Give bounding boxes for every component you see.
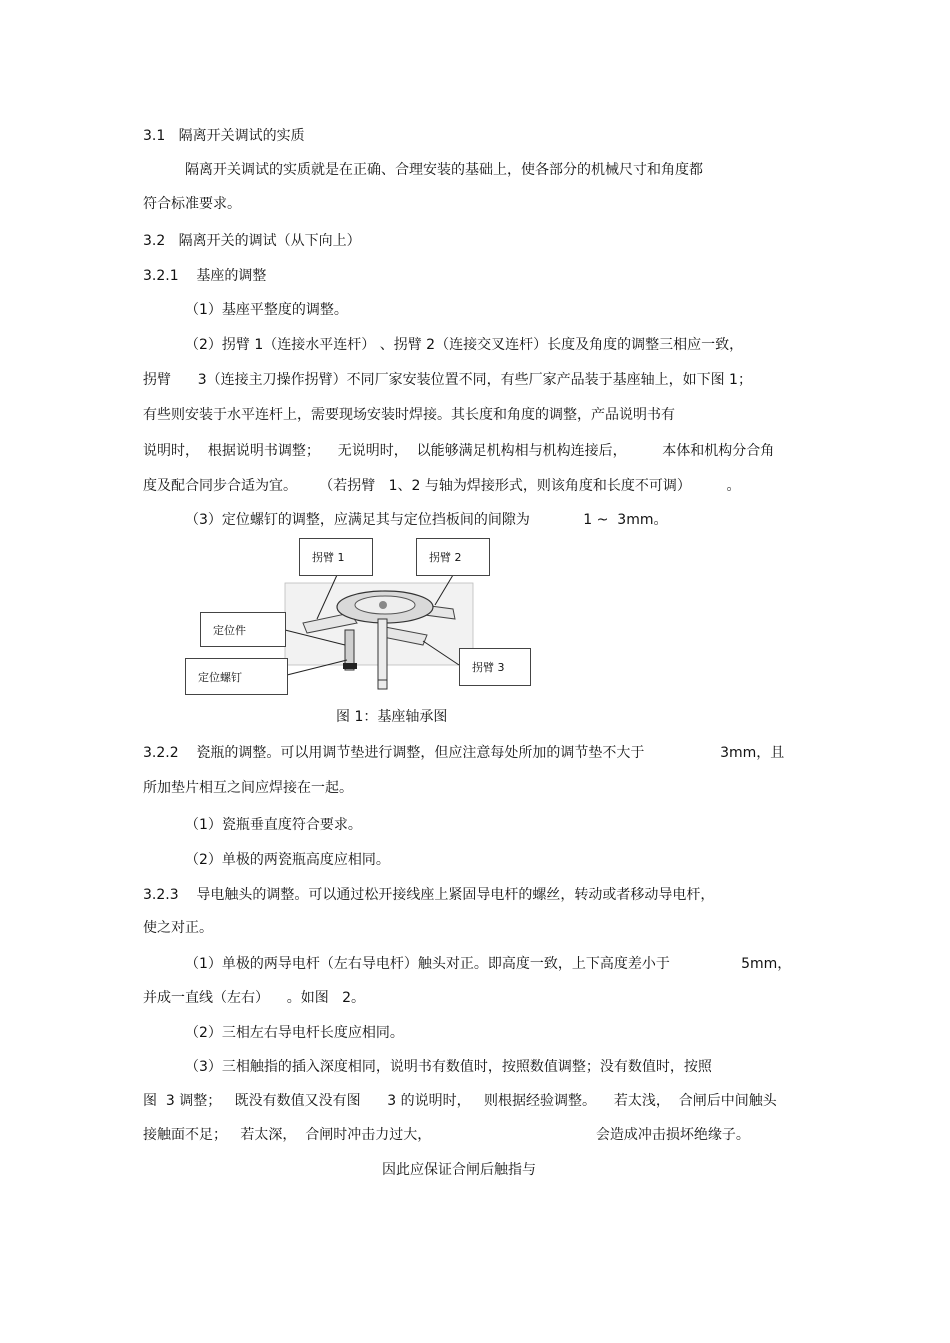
- paragraph-line: 隔离开关调试的实质就是在正确、合理安装的基础上，使各部分的机械尺寸和角度都: [185, 162, 703, 178]
- list-item: （1）单极的两导电杆（左右导电杆）触头对正。即高度一致，上下高度差小于 5mm，: [185, 956, 792, 972]
- section-3-2-2-heading: 3.2.2 瓷瓶的调整。可以用调节垫进行调整，但应注意每处所加的调节垫不大于 3mm，且: [143, 745, 785, 761]
- paragraph-line: 所加垫片相互之间应焊接在一起。: [143, 780, 353, 796]
- list-item: （3）三相触指的插入深度相同，说明书有数值时，按照数值调整；没有数值时，按照: [185, 1059, 712, 1075]
- section-3-2-heading: 3.2 隔离开关的调试（从下向上）: [143, 233, 361, 249]
- list-item: （2）单极的两瓷瓶高度应相同。: [185, 852, 390, 868]
- arm-1-label: 拐臂 1: [299, 538, 373, 576]
- section-3-2-3-heading: 3.2.3 导电触头的调整。可以通过松开接线座上紧固导电杆的螺丝，转动或者移动导电杆，: [143, 887, 715, 903]
- arm-2-label: 拐臂 2: [416, 538, 490, 576]
- list-item: （2）三相左右导电杆长度应相同。: [185, 1025, 404, 1041]
- list-item: （3）定位螺钉的调整，应满足其与定位挡板间的间隙为 1 ~ 3mm。: [185, 512, 668, 528]
- locator-screw-label: 定位螺钉: [185, 658, 288, 695]
- list-item: （1）瓷瓶垂直度符合要求。: [185, 817, 362, 833]
- paragraph-line: 拐臂 3（连接主刀操作拐臂）不同厂家安装位置不同，有些厂家产品装于基座轴上，如下图 1；: [143, 372, 752, 388]
- paragraph-line: 度及配合同步合适为宜。 （若拐臂 1、2 与轴为焊接形式，则该角度和长度不可调） 。: [143, 478, 741, 494]
- section-3-2-1-heading: 3.2.1 基座的调整: [143, 268, 267, 284]
- list-item: （1）基座平整度的调整。: [185, 302, 348, 318]
- paragraph-line: 接触面不足； 若太深， 合闸时冲击力过大， 会造成冲击损坏绝缘子。: [143, 1127, 750, 1143]
- locator-label: 定位件: [200, 612, 286, 647]
- paragraph-line: 图 3 调整； 既没有数值又没有图 3 的说明时， 则根据经验调整。 若太浅， 合闸后中间触头: [143, 1093, 777, 1109]
- paragraph-line: 因此应保证合闸后触指与: [382, 1162, 536, 1178]
- paragraph-line: 说明时， 根据说明书调整； 无说明时， 以能够满足机构相与机构连接后， 本体和机构分合角: [143, 443, 775, 459]
- base-bearing-figure: [185, 535, 535, 695]
- paragraph-line: 有些则安装于水平连杆上，需要现场安装时焊接。其长度和角度的调整，产品说明书有: [143, 407, 675, 423]
- paragraph-line: 符合标准要求。: [143, 196, 241, 212]
- list-item: （2）拐臂 1（连接水平连杆） 、拐臂 2（连接交叉连杆）长度及角度的调整三相应一致，: [185, 337, 744, 353]
- section-3-1-heading: 3.1 隔离开关调试的实质: [143, 128, 305, 144]
- paragraph-line: 使之对正。: [143, 920, 213, 936]
- arm-3-label: 拐臂 3: [459, 648, 531, 686]
- paragraph-line: 并成一直线（左右） 。如图 2。: [143, 990, 366, 1006]
- figure-caption: 图 1：基座轴承图: [336, 709, 448, 725]
